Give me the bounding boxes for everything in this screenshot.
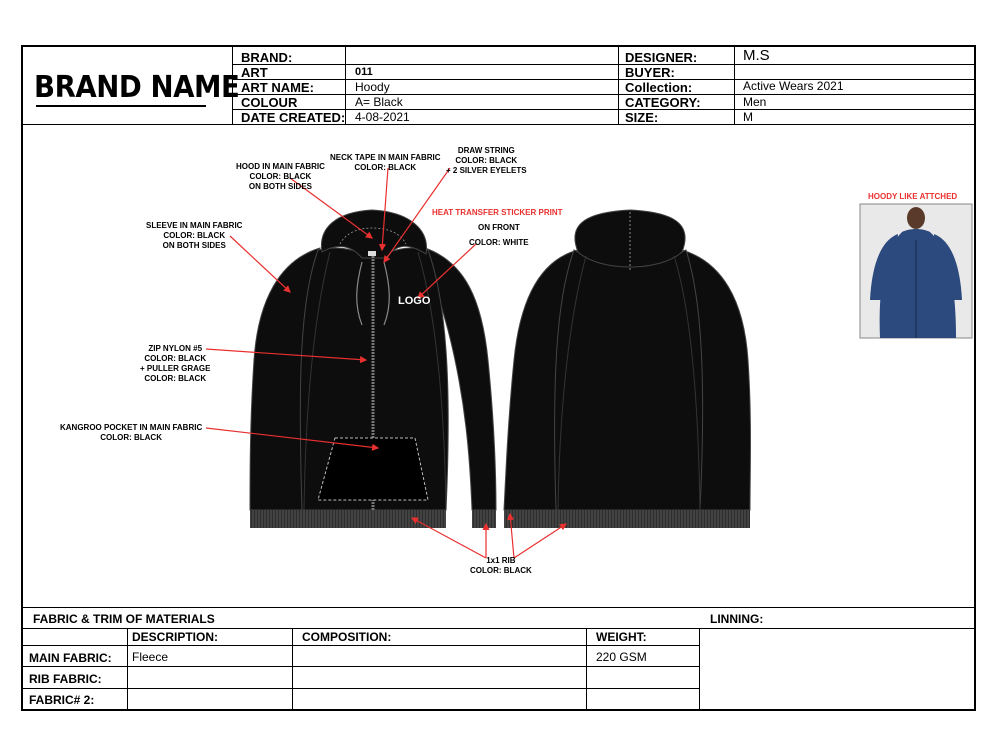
color-white-note: COLOR: WHITE	[469, 238, 529, 247]
materials-col-line-1	[127, 628, 128, 711]
materials-top-line	[21, 607, 976, 608]
pocket-note: KANGROO POCKET IN MAIN FABRIC COLOR: BLACK	[60, 423, 203, 442]
on-front-note: ON FRONT	[478, 223, 520, 232]
materials-row-line-2	[21, 688, 699, 689]
materials-col-line-3	[586, 628, 587, 711]
reference-photo	[860, 204, 972, 338]
art-label: ART	[241, 65, 268, 80]
category-label: CATEGORY:	[625, 95, 701, 110]
row-fabric2-label: FABRIC# 2:	[29, 693, 95, 707]
category-value: Men	[743, 95, 767, 109]
materials-title-line	[21, 628, 976, 629]
date-created-value: 4-08-2021	[355, 110, 410, 124]
reference-note: HOODY LIKE ATTCHED	[868, 192, 958, 201]
logo-print: LOGO	[398, 295, 431, 307]
zip-note: ZIP NYLON #5 COLOR: BLACK + PULLER GRAGE COLOR: BLACK	[140, 344, 211, 383]
materials-col-line-4	[699, 628, 700, 711]
size-value: M	[743, 110, 753, 124]
designer-label: DESIGNER:	[625, 50, 698, 65]
lining-label: LINNING:	[710, 612, 764, 626]
art-value: 011	[355, 66, 373, 78]
col-weight: WEIGHT:	[596, 630, 647, 644]
front-hoody-sketch	[250, 210, 496, 528]
brand-logo: BRAND NAME	[34, 70, 240, 105]
collection-label: Collection:	[625, 80, 693, 95]
brand-label: BRAND:	[241, 50, 293, 65]
art-name-value: Hoody	[355, 80, 390, 94]
heat-transfer-note: HEAT TRANSFER STICKER PRINT	[432, 208, 563, 217]
back-hoody-sketch	[504, 210, 751, 528]
col-composition: COMPOSITION:	[302, 630, 392, 644]
sleeve-note: SLEEVE IN MAIN FABRIC COLOR: BLACK ON BOTH SIDES	[146, 221, 243, 250]
art-name-label: ART NAME:	[241, 80, 314, 95]
hood-note: HOOD IN MAIN FABRIC COLOR: BLACK ON BOTH SIDES	[236, 162, 325, 191]
date-created-label: DATE CREATED:	[241, 110, 346, 125]
colour-value: A= Black	[355, 95, 403, 109]
row-main-fabric-label: MAIN FABRIC:	[29, 651, 112, 665]
collection-value: Active Wears 2021	[743, 79, 844, 93]
col-description: DESCRIPTION:	[132, 630, 219, 644]
row-rib-fabric-label: RIB FABRIC:	[29, 672, 102, 686]
materials-col-line-2	[292, 628, 293, 711]
materials-header-line	[21, 645, 699, 646]
size-label: SIZE:	[625, 110, 659, 125]
row-main-fabric-weight: 220 GSM	[596, 650, 647, 664]
neck-tape-note: NECK TAPE IN MAIN FABRIC COLOR: BLACK	[330, 153, 441, 172]
draw-string-note: DRAW STRING COLOR: BLACK + 2 SILVER EYELETS	[446, 146, 527, 175]
materials-title: FABRIC & TRIM OF MATERIALS	[33, 612, 215, 626]
materials-row-line-1	[21, 666, 699, 667]
row-main-fabric-description: Fleece	[132, 650, 169, 664]
colour-label: COLOUR	[241, 95, 298, 110]
designer-value: M.S	[743, 47, 770, 64]
rib-note: 1x1 RIB COLOR: BLACK	[470, 556, 532, 575]
buyer-label: BUYER:	[625, 65, 675, 80]
